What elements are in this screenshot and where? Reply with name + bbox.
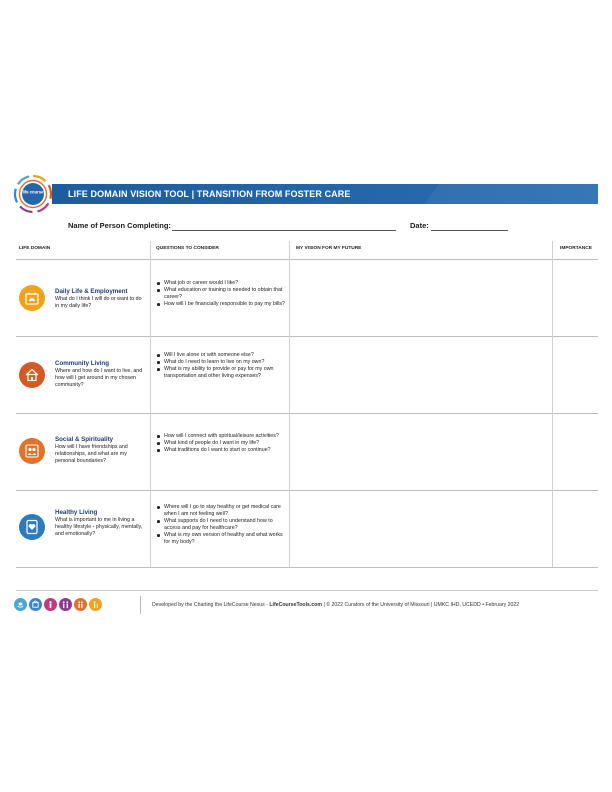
footer-prefix: Developed by the Charting the LifeCourse Nexus - [152, 602, 270, 608]
question-item: What education or training is needed to obtain that career? [156, 287, 288, 301]
heart-tablet-icon [19, 514, 45, 540]
question-item: How will I be financially responsible to pay my bills? [156, 301, 288, 308]
importance-cell[interactable] [553, 491, 598, 567]
lifecourse-logo [13, 174, 53, 214]
footer-icon-strip [14, 598, 102, 612]
header-band [52, 184, 598, 204]
family-icon [59, 598, 72, 611]
person-icon [44, 598, 57, 611]
table-row [16, 260, 598, 337]
rocking-horse-icon [14, 598, 27, 611]
domain-description: Where and how do I want to live, and how will I get around in my chosen community? [55, 368, 143, 388]
column-header-importance: IMPORTANCE [560, 246, 592, 251]
column-header-life-domain: LIFE DOMAIN [19, 246, 51, 251]
domain-title: Social & Spirituality [55, 436, 114, 443]
question-item: Where will I go to stay healthy or get medical care when I am not feeling well? [156, 504, 288, 518]
table-row [16, 414, 598, 491]
document-title: LIFE DOMAIN VISION TOOL | TRANSITION FROM FOSTER CARE [68, 189, 351, 199]
calendar-sun-icon [19, 285, 45, 311]
school-icon [29, 598, 42, 611]
importance-cell[interactable] [553, 260, 598, 336]
name-label: Name of Person Completing: [68, 221, 171, 230]
question-item: How will I connect with spiritual/leisure activities? [156, 433, 288, 440]
footer-suffix: | © 2022 Curators of the University of Missouri | UMKC IHD, UCEDD • February 2022 [322, 602, 520, 608]
name-input-line[interactable] [172, 230, 396, 231]
question-item: What job or career would I like? [156, 280, 288, 287]
footer-divider [16, 590, 598, 591]
question-list [156, 433, 288, 454]
domain-description: What do I think I will do or want to do in my daily life? [55, 296, 142, 309]
vision-cell[interactable] [290, 414, 552, 490]
question-item: Will I live alone or with someone else? [156, 352, 288, 359]
table-row [16, 337, 598, 414]
date-label: Date: [410, 221, 429, 230]
question-list [156, 504, 288, 546]
question-item: What do I need to learn to live on my own? [156, 359, 288, 366]
question-item: What kind of people do I want in my life? [156, 440, 288, 447]
question-item: What is my own version of healthy and what works for my body? [156, 532, 288, 546]
table-row [16, 491, 598, 568]
name-date-row [68, 221, 518, 235]
logo-text: life course [22, 189, 44, 195]
question-item: What is my ability to provide or pay for my own transportation and other living expenses? [156, 366, 288, 380]
domain-title: Daily Life & Employment [55, 288, 128, 295]
question-list [156, 352, 288, 380]
domain-title: Community Living [55, 360, 109, 367]
elder-icon [89, 598, 102, 611]
domain-description: What is important to me in living a healthy lifestyle - physically, mentally, and emotionally? [55, 517, 143, 537]
vision-cell[interactable] [290, 491, 552, 567]
importance-cell[interactable] [553, 414, 598, 490]
question-item: What supports do I need to understand how to access and pay for healthcare? [156, 518, 288, 532]
column-header-vision: MY VISION FOR MY FUTURE [296, 246, 362, 251]
question-item: What traditions do I want to start or continue? [156, 447, 288, 454]
domain-description: How will I have friendships and relationships, and what are my personal boundaries? [55, 444, 128, 464]
footer-credits [152, 602, 519, 608]
date-input-line[interactable] [431, 230, 508, 231]
footer-site-link[interactable]: LifeCourseTools.com [269, 602, 323, 608]
house-icon [19, 362, 45, 388]
column-header-questions: QUESTIONS TO CONSIDER [156, 246, 219, 251]
people-icon [19, 438, 45, 464]
domain-title: Healthy Living [55, 509, 98, 516]
couple-icon [74, 598, 87, 611]
question-list [156, 280, 288, 308]
vision-cell[interactable] [290, 260, 552, 336]
vision-cell[interactable] [290, 337, 552, 413]
footer-separator [140, 596, 141, 614]
importance-cell[interactable] [553, 337, 598, 413]
